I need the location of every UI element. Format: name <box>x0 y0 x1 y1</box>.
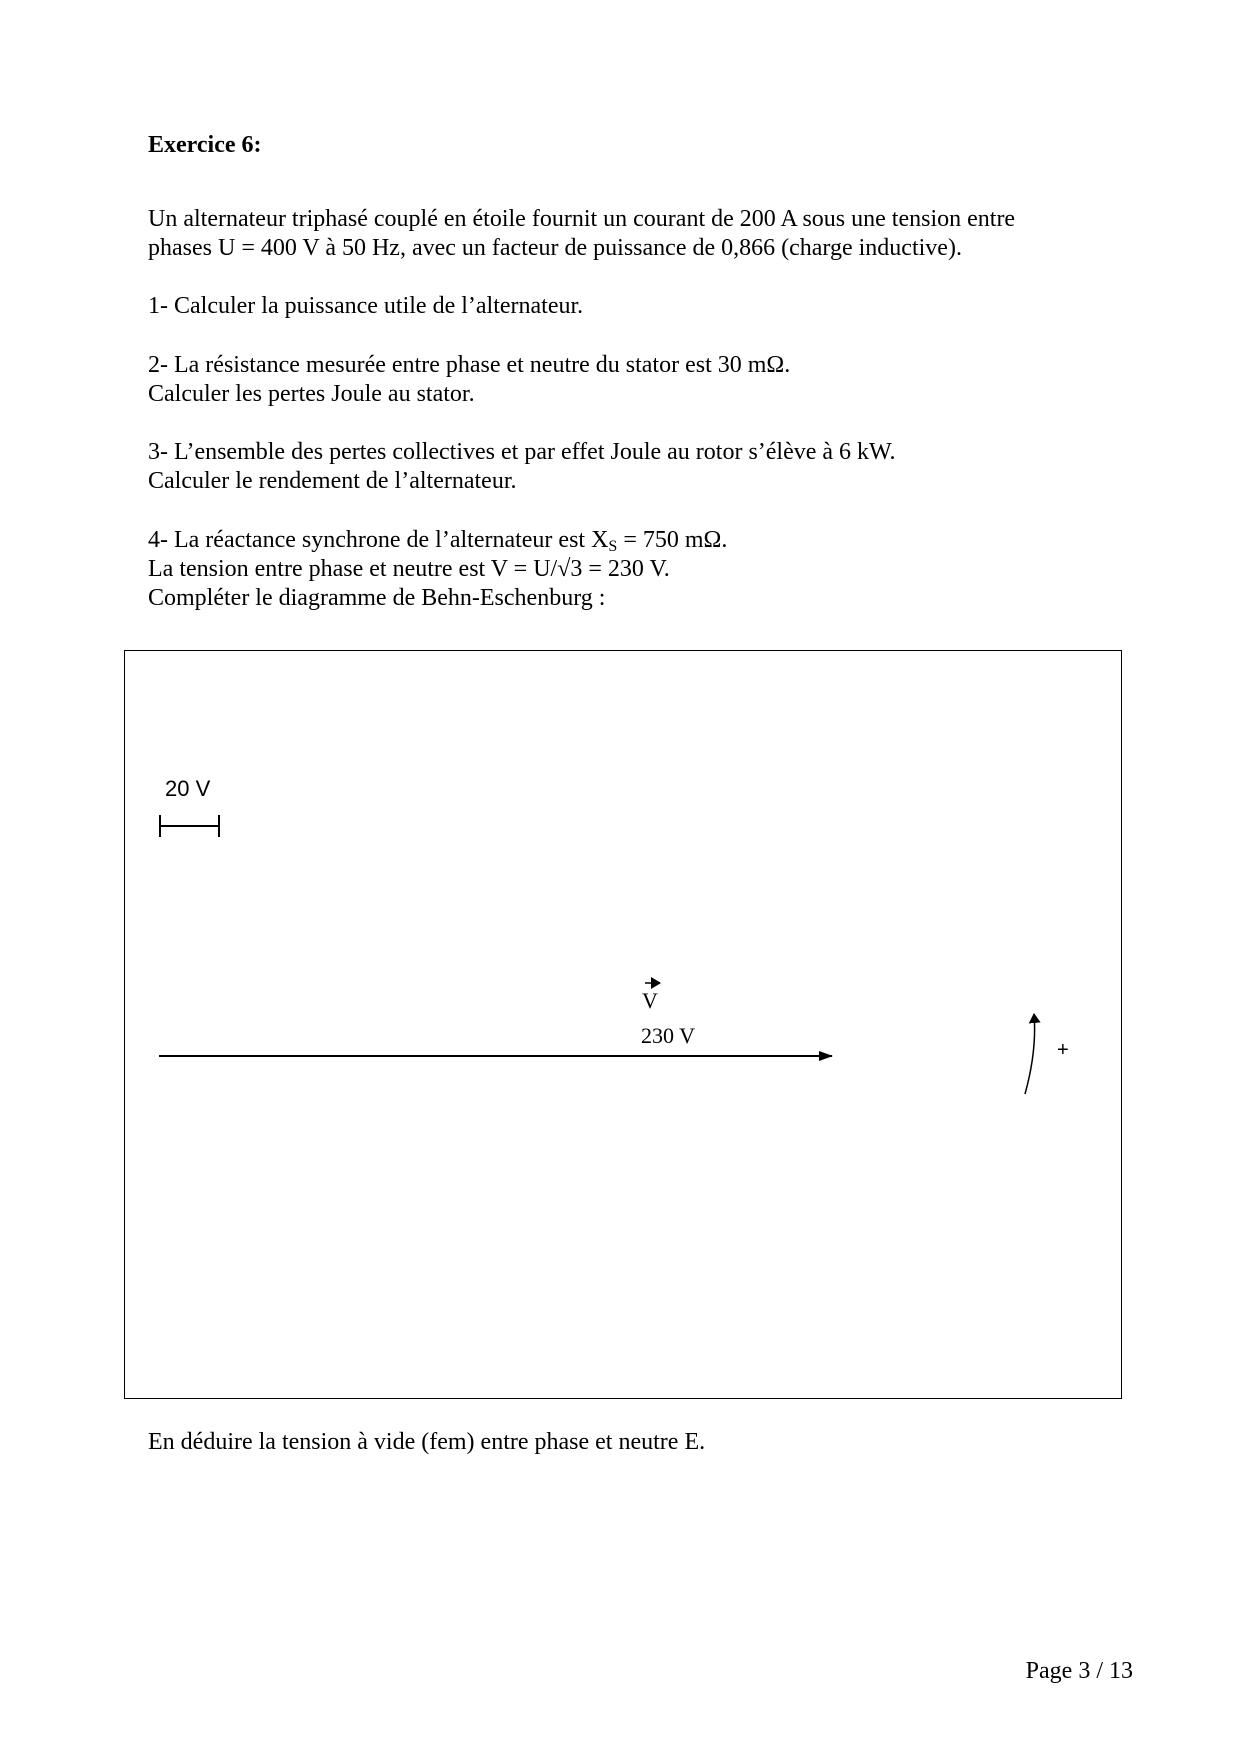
behn-eschenburg-diagram <box>125 651 1121 1398</box>
scale-bar <box>160 815 219 837</box>
rotation-arrow-icon <box>1025 1014 1035 1094</box>
question-4-prefix: 4- La réactance synchrone de l’alternateur est X <box>148 527 609 553</box>
intro-line-2: phases U = 400 V à 50 Hz, avec un facteur de puissance de 0,866 (charge inductive). <box>148 235 962 261</box>
question-4-line-2: La tension entre phase et neutre est V = U/√3 = 230 V. <box>148 556 670 582</box>
question-3-line-1: 3- L’ensemble des pertes collectives et par effet Joule au rotor s’élève à 6 kW. <box>148 439 896 465</box>
question-4-line-3: Compléter le diagramme de Behn-Eschenburg : <box>148 585 606 611</box>
page-number: Page 3 / 13 <box>1025 1658 1133 1684</box>
question-1: 1- Calculer la puissance utile de l’alternateur. <box>148 293 584 319</box>
question-2-line-2: Calculer les pertes Joule au stator. <box>148 381 475 407</box>
diagram-box <box>124 650 1122 1399</box>
reactance-subscript: S <box>608 538 618 555</box>
intro-line-1: Un alternateur triphasé couplé en étoile fournit un courant de 200 A sous une tension entre <box>148 206 1016 232</box>
scale-label: 20 V <box>165 776 211 801</box>
question-3-line-2: Calculer le rendement de l’alternateur. <box>148 468 517 494</box>
exercise-title: Exercice 6: <box>148 132 262 158</box>
vector-value-label: 230 V <box>641 1023 695 1048</box>
conclusion-question: En déduire la tension à vide (fem) entre phase et neutre E. <box>148 1429 706 1455</box>
question-4-line-1 <box>148 526 727 555</box>
vector-name-label: V <box>642 988 658 1013</box>
rotation-sign: + <box>1057 1039 1069 1061</box>
question-2-line-1: 2- La résistance mesurée entre phase et neutre du stator est 30 mΩ. <box>148 352 791 378</box>
question-4-suffix: = 750 mΩ. <box>617 527 728 553</box>
